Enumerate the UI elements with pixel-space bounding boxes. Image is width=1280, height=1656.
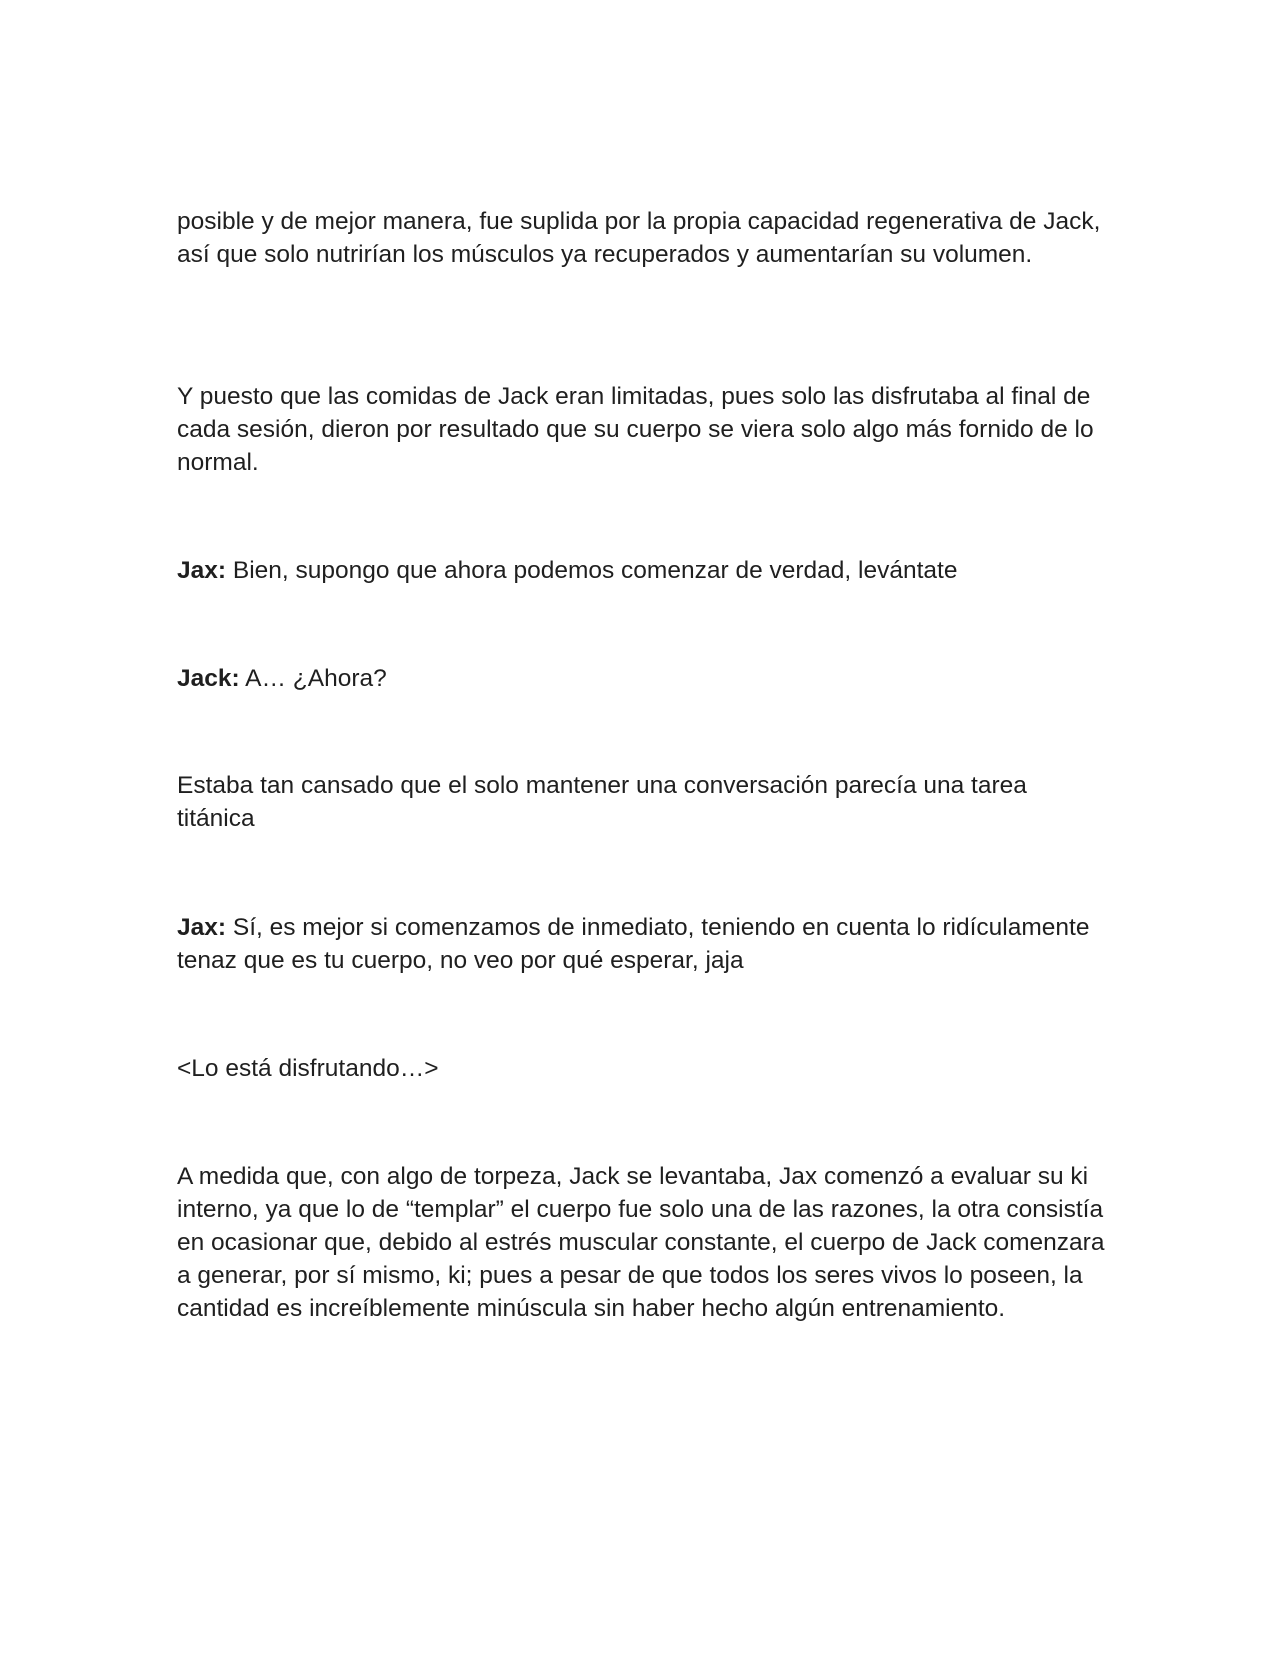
- narration-paragraph: [177, 1160, 1107, 1325]
- dialogue-text: Bien, supongo que ahora podemos comenzar de verdad, levántate: [226, 557, 958, 584]
- paragraph-text: Y puesto que las comidas de Jack eran limitadas, pues solo las disfrutaba al final de cada sesión, dieron por resultado que su cuerpo se viera solo algo más fornido de lo normal.: [177, 383, 1094, 476]
- dialogue-line: [177, 911, 1107, 977]
- dialogue-text: Sí, es mejor si comenzamos de inmediato, teniendo en cuenta lo ridículamente tenaz que es tu cuerpo, no veo por qué esperar, jaja: [177, 914, 1090, 974]
- narration-paragraph: [177, 380, 1107, 479]
- paragraph-text: Estaba tan cansado que el solo mantener una conversación parecía una tarea titánica: [177, 772, 1027, 832]
- dialogue-text: A… ¿Ahora?: [239, 665, 387, 692]
- paragraph-text: posible y de mejor manera, fue suplida por la propia capacidad regenerativa de Jack, así que solo nutrirían los músculos ya recuperados y aumentarían su volumen.: [177, 208, 1101, 268]
- dialogue-line: [177, 662, 1107, 695]
- narration-paragraph: [177, 205, 1107, 271]
- speaker-name: Jax:: [177, 557, 227, 584]
- narration-paragraph: [177, 769, 1107, 835]
- paragraph-text: A medida que, con algo de torpeza, Jack se levantaba, Jax comenzó a evaluar su ki interno, ya que lo de “templar” el cuerpo fue solo una de las razones, la otra consistía en ocasionar que, debido al estrés muscular constante, el cuerpo de Jack comenzara a generar, por sí mismo, ki; pues a pesar de que todos los seres vivos lo poseen, la cantidad es increíblemente minúscula sin haber hecho algún entrenamiento.: [177, 1163, 1105, 1322]
- speaker-name: Jax:: [177, 914, 227, 941]
- speaker-name: Jack:: [177, 665, 240, 692]
- paragraph-text: <Lo está disfrutando…>: [177, 1055, 439, 1082]
- thought-line: [177, 1052, 1107, 1085]
- dialogue-line: [177, 554, 1107, 587]
